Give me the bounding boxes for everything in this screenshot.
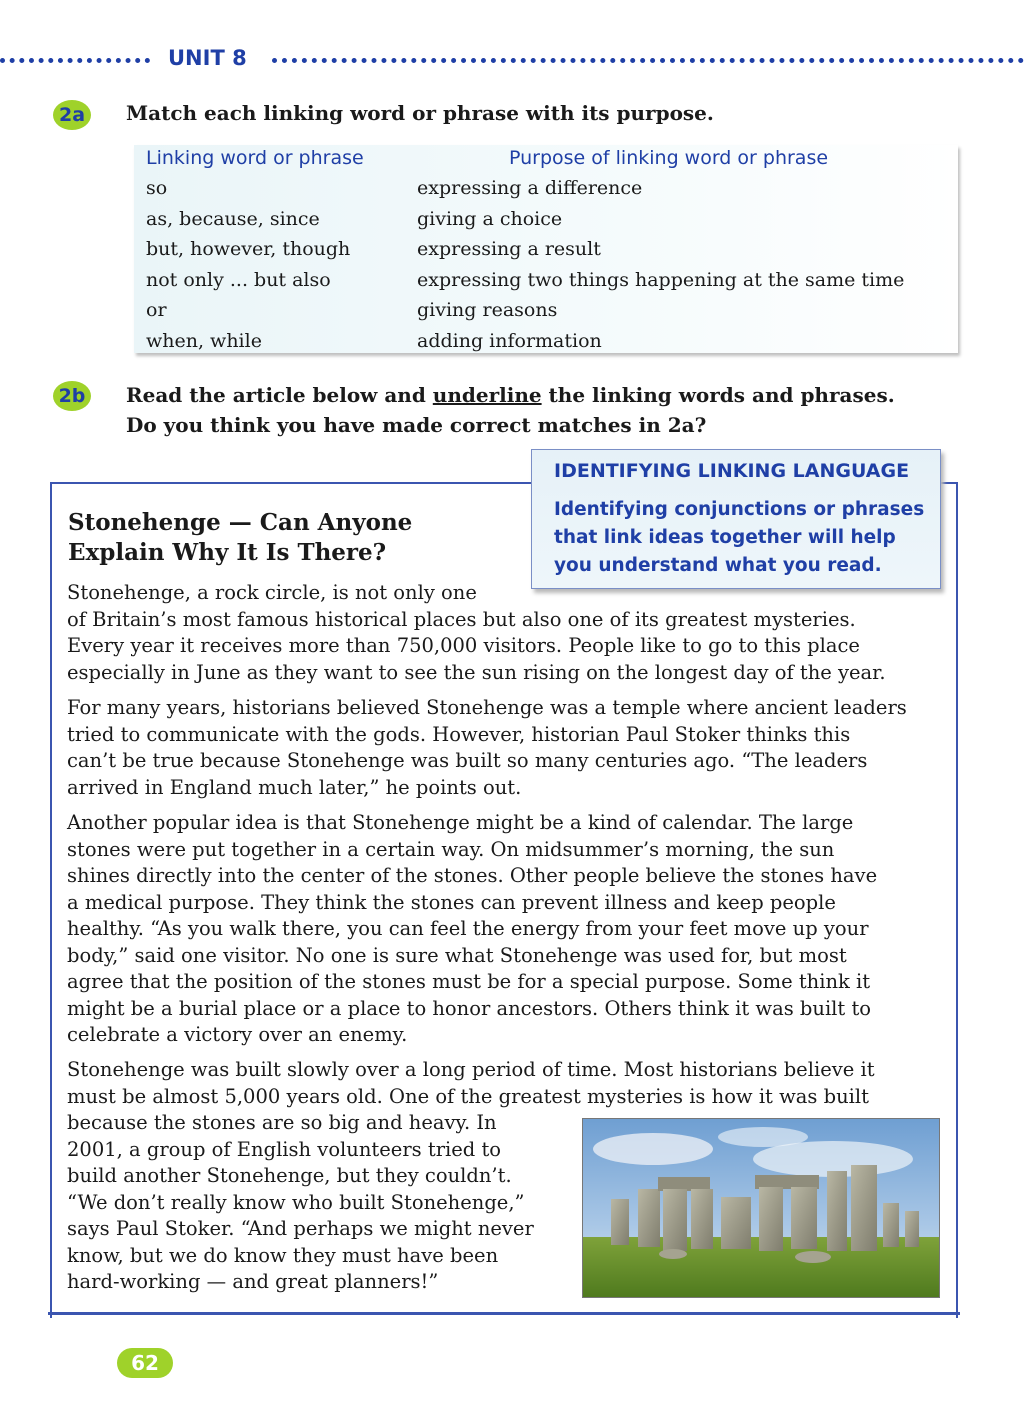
text-line: says Paul Stoker. “And perhaps we might never: [67, 1217, 534, 1240]
article-paragraph-2: [67, 695, 907, 801]
purpose: giving a choice: [417, 207, 563, 230]
text-line: celebrate a victory over an enemy.: [67, 1023, 408, 1046]
exercise-2a-instruction: Match each linking word or phrase with its purpose.: [126, 101, 714, 125]
article-bottom-rule: [48, 1312, 960, 1315]
callout-heading: IDENTIFYING LINKING LANGUAGE: [554, 460, 910, 482]
text-line: can’t be true because Stonehenge was built so many centuries ago. “The leaders: [67, 749, 868, 772]
linking-word: or: [146, 299, 167, 321]
exercise-badge-2b: 2b: [53, 381, 91, 411]
unit-label: UNIT 8: [168, 46, 247, 70]
article-title-line: Stonehenge — Can Anyone: [68, 509, 413, 536]
purpose: expressing a result: [417, 238, 601, 260]
text-line: of Britain’s most famous historical places but also one of its greatest mysteries.: [67, 607, 856, 631]
text-line: healthy. “As you walk there, you can feel the energy from your feet move up your: [67, 917, 869, 940]
text-line: a medical purpose. They think the stones can prevent illness and keep people: [67, 890, 836, 914]
linking-word: so: [146, 177, 168, 199]
purpose: expressing a difference: [417, 177, 643, 199]
exercise-badge-2a: 2a: [53, 100, 91, 130]
text-line: tried to communicate with the gods. However, historian Paul Stoker thinks this: [67, 722, 851, 746]
text-line: must be almost 5,000 years old. One of the greatest mysteries is how it was built: [67, 1084, 869, 1108]
exercise-2b-line2: Do you think you have made correct matches in 2a?: [126, 413, 707, 437]
text-line: Another popular idea is that Stonehenge might be a kind of calendar. The large: [67, 811, 854, 834]
text-line: shines directly into the center of the stones. Other people believe the stones have: [67, 864, 878, 887]
text-line: Stonehenge, a rock circle, is not only one: [67, 581, 477, 604]
text-line: especially in June as they want to see the sun rising on the longest day of the year.: [67, 660, 886, 684]
callout-body: Identifying conjunctions or phrases that link ideas together will help you understand what you read.: [554, 499, 925, 576]
exercise-2b-instruction: [126, 380, 895, 440]
page-number: 62: [117, 1348, 173, 1378]
text-line: might be a burial place or a place to honor ancestors. Others think it was built to: [67, 996, 872, 1020]
text-line: Stonehenge was built slowly over a long period of time. Most historians believe it: [67, 1058, 875, 1081]
linking-word: as, because, since: [146, 207, 320, 230]
text-line: stones were put together in a certain way. On midsummer’s morning, the sun: [67, 837, 835, 861]
purposes-list: [417, 173, 904, 356]
col-header-purpose: Purpose of linking word or phrase: [509, 147, 829, 169]
exercise-2b-line1: [126, 380, 895, 410]
linking-word: not only ... but also: [146, 268, 331, 291]
tip-callout: [531, 449, 941, 589]
linking-words-list: [146, 173, 350, 356]
text-line: 2001, a group of English volunteers tried to: [67, 1137, 502, 1161]
col-header-linking-word: Linking word or phrase: [146, 147, 364, 169]
stonehenge-photo: [582, 1118, 940, 1298]
stonehenge-illustration: [583, 1119, 939, 1297]
text-line: arrived in England much later,” he points out.: [67, 775, 522, 799]
linking-word: but, however, though: [146, 238, 351, 260]
purpose: giving reasons: [417, 299, 558, 321]
purpose: expressing two things happening at the same time: [417, 268, 905, 291]
text-line: Every year it receives more than 750,000 visitors. People like to go to this place: [67, 634, 860, 657]
article-paragraph-3: [67, 810, 877, 1049]
text-line: body,” said one visitor. No one is sure what Stonehenge was used for, but most: [67, 943, 847, 967]
article-title: [68, 508, 508, 568]
text-line: “We don’t really know who built Stonehenge,”: [67, 1190, 525, 1214]
text-line: build another Stonehenge, but they couldn’t.: [67, 1164, 512, 1187]
matching-table: [134, 145, 958, 353]
text-line: because the stones are so big and heavy. In: [67, 1111, 497, 1134]
purpose: adding information: [417, 329, 602, 352]
text-line: hard-working — and great planners!”: [67, 1270, 439, 1293]
article-title-line: Explain Why It Is There?: [68, 539, 387, 566]
linking-word: when, while: [146, 329, 262, 352]
instruction-underlined-word: underline: [432, 383, 542, 407]
article-paragraph-1: [67, 580, 886, 686]
text-line: agree that the position of the stones must be for a special purpose. Some think it: [67, 970, 871, 993]
header-dots-right: [272, 58, 1024, 63]
text-line: know, but we do know they must have been: [67, 1243, 499, 1267]
instruction-text: the linking words and phrases.: [541, 383, 895, 407]
text-line: For many years, historians believed Stonehenge was a temple where ancient leaders: [67, 696, 907, 719]
instruction-text: Read the article below and: [126, 383, 433, 407]
header-dots-left: [0, 58, 150, 63]
